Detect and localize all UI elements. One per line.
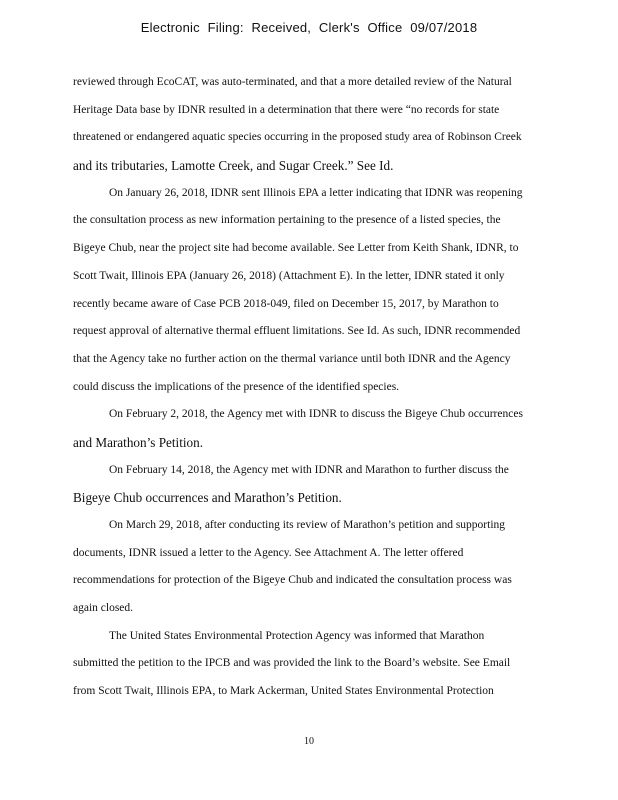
text-line: On February 2, 2018, the Agency met with IDNR to discuss the Bigeye Chub occurrences <box>109 408 523 421</box>
text-line: recently became aware of Case PCB 2018-049, filed on December 15, 2017, by Marathon to <box>73 297 499 310</box>
text-line: Heritage Data base by IDNR resulted in a determination that there were “no records for state <box>73 103 500 116</box>
text-line: request approval of alternative thermal effluent limitations. See Id. As such, IDNR recommended <box>73 325 521 338</box>
text-line: recommendations for protection of the Bigeye Chub and indicated the consultation process was <box>73 574 512 587</box>
text-line: the consultation process as new information pertaining to the presence of a listed species, the <box>73 214 501 227</box>
text-line: submitted the petition to the IPCB and was provided the link to the Board’s website. See Email <box>73 657 511 670</box>
document-body <box>73 69 541 706</box>
text-line: Scott Twait, Illinois EPA (January 26, 2018) (Attachment E). In the letter, IDNR stated it only <box>73 269 505 282</box>
text-line: again closed. <box>73 602 134 615</box>
page-number: 10 <box>304 736 314 747</box>
text-line: On February 14, 2018, the Agency met with IDNR and Marathon to further discuss the <box>109 463 509 476</box>
text-line: and Marathon’s Petition. <box>73 434 204 450</box>
text-line: and its tributaries, Lamotte Creek, and Sugar Creek.” See Id. <box>73 158 394 174</box>
text-line: documents, IDNR issued a letter to the Agency. See Attachment A. The letter offered <box>73 546 464 559</box>
text-line: Bigeye Chub occurrences and Marathon’s Petition. <box>73 490 342 506</box>
text-line: reviewed through EcoCAT, was auto-terminated, and that a more detailed review of the Natural <box>73 76 512 88</box>
text-line: threatened or endangered aquatic species occurring in the proposed study area of Robinson Creek <box>73 131 522 144</box>
text-line: On March 29, 2018, after conducting its review of Marathon’s petition and supporting <box>109 519 506 531</box>
text-line: Bigeye Chub, near the project site had become available. See Letter from Keith Shank, IDNR, to <box>73 242 519 255</box>
filing-header: Electronic Filing: Received, Clerk's Office 09/07/2018 <box>140 20 478 35</box>
text-line: The United States Environmental Protection Agency was informed that Marathon <box>109 629 485 642</box>
text-line: On January 26, 2018, IDNR sent Illinois EPA a letter indicating that IDNR was reopening <box>109 186 523 199</box>
text-line: could discuss the implications of the presence of the identified species. <box>73 380 400 393</box>
text-line: that the Agency take no further action on the thermal variance until both IDNR and the Agency <box>73 352 511 365</box>
text-line: from Scott Twait, Illinois EPA, to Mark Ackerman, United States Environmental Protection <box>73 685 494 698</box>
